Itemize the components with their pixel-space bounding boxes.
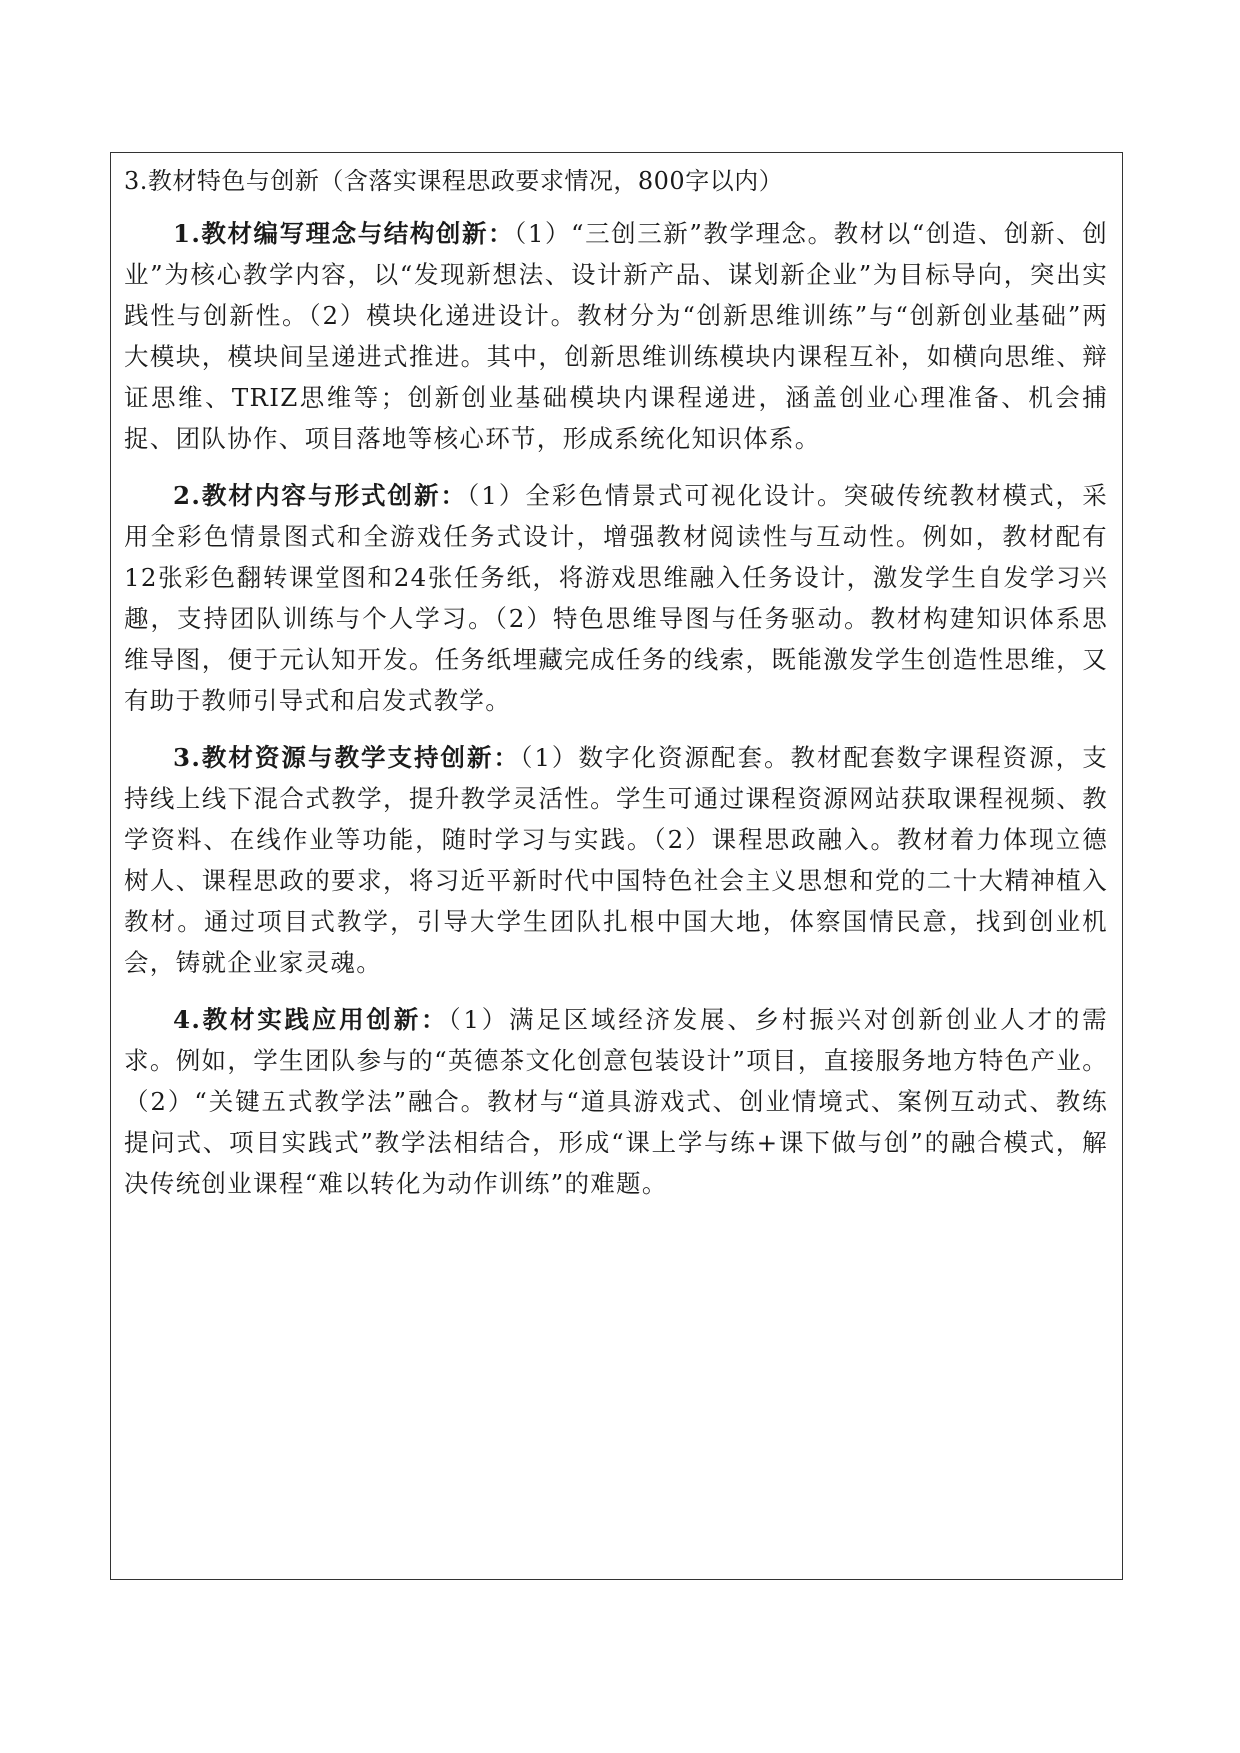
paragraph-resource-innovation [124,737,1108,983]
paragraph-title: 4.教材实践应用创新： [173,1005,449,1034]
paragraph-body: （1）全彩色情景式可视化设计。突破传统教材模式，采用全彩色情景图式和全游戏任务式设计，增强教材阅读性与互动性。例如，教材配有12张彩色翻转课堂图和24张任务纸，将游戏思维融入任务设计，激发学生自发学习兴趣，支持团队训练与个人学习。（2）特色思维导图与任务驱动。教材构建知识体系思维导图，便于元认知开发。任务纸埋藏完成任务的线索，既能激发学生创造性思维，又有助于教师引导式和启发式教学。 [124,481,1108,715]
section-heading: 3.教材特色与创新（含落实课程思政要求情况，800字以内） [124,167,784,195]
paragraph-body: （1）“三创三新”教学理念。教材以“创造、创新、创业”为核心教学内容，以“发现新想法、设计新产品、谋划新企业”为目标导向，突出实践性与创新性。（2）模块化递进设计。教材分为“创新思维训练”与“创新创业基础”两大模块，模块间呈递进式推进。其中，创新思维训练模块内课程互补，如横向思维、辩证思维、TRIZ思维等；创新创业基础模块内课程递进，涵盖创业心理准备、机会捕捉、团队协作、项目落地等核心环节，形成系统化知识体系。 [124,219,1108,453]
paragraph-body: （1）满足区域经济发展、乡村振兴对创新创业人才的需求。例如，学生团队参与的“英德茶文化创意包装设计”项目，直接服务地方特色产业。（2）“关键五式教学法”融合。教材与“道具游戏式、创业情境式、案例互动式、教练提问式、项目实践式”教学法相结合，形成“课上学与练+课下做与创”的融合模式，解决传统创业课程“难以转化为动作训练”的难题。 [124,1005,1108,1198]
paragraph-practice-innovation [124,999,1108,1204]
paragraph-title: 2.教材内容与形式创新： [173,481,468,510]
paragraph-structure-innovation [124,213,1108,459]
paragraph-title: 3.教材资源与教学支持创新： [173,743,521,772]
form-section-box [110,152,1123,1580]
paragraph-content-innovation [124,475,1108,721]
paragraph-title: 1.教材编写理念与结构创新： [173,219,515,248]
paragraph-body: （1）数字化资源配套。教材配套数字课程资源，支持线上线下混合式教学，提升教学灵活性。学生可通过课程资源网站获取课程视频、教学资料、在线作业等功能，随时学习与实践。（2）课程思政融入。教材着力体现立德树人、课程思政的要求，将习近平新时代中国特色社会主义思想和党的二十大精神植入教材。通过项目式教学，引导大学生团队扎根中国大地，体察国情民意，找到创业机会，铸就企业家灵魂。 [124,743,1108,977]
